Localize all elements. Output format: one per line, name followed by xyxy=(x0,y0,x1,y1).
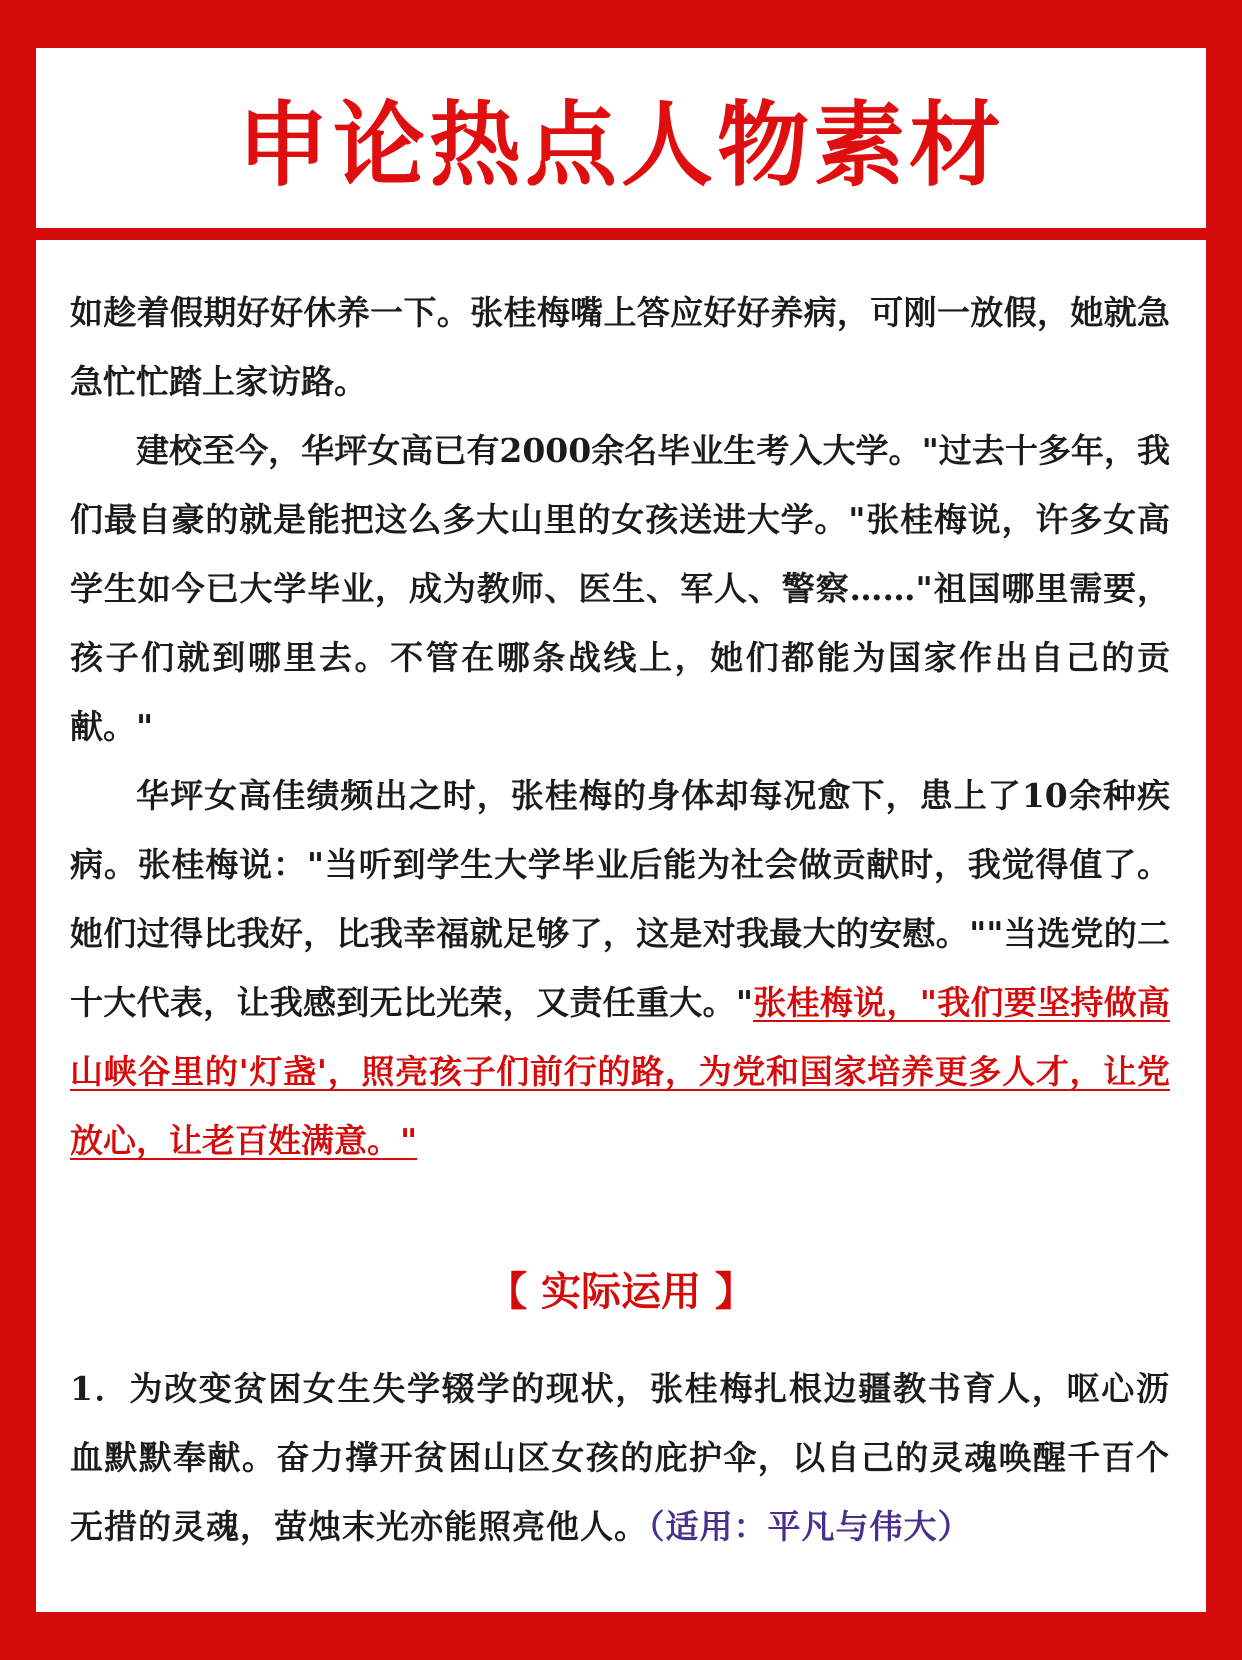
article-card xyxy=(36,48,1206,1612)
paragraph-1: 如趁着假期好好休养一下。张桂梅嘴上答应好好养病，可刚一放假，她就急急忙忙踏上家访路。 xyxy=(70,293,1170,401)
highlighted-quote: 张桂梅说，"我们要坚持做高山峡谷里的'灯盏'，照亮孩子们前行的路，为党和国家培养更多人才，让党放心，让老百姓满意。" xyxy=(70,983,1170,1160)
page-title: 申论热点人物素材 xyxy=(236,92,1005,199)
title-divider xyxy=(36,228,1206,240)
usage-item-1-text: 1．为改变贫困女生失学辍学的现状，张桂梅扎根边疆教书育人，呕心沥血默默奉献。奋力撑开贫困山区女孩的庇护伞，以自己的灵魂唤醒千百个无措的灵魂，萤烛末光亦能照亮他人。 xyxy=(70,1369,1170,1546)
article-body xyxy=(70,278,1170,1175)
usage-item-1-tag: （适用：平凡与伟大） xyxy=(648,1507,972,1546)
usage-item-1 xyxy=(70,1354,1170,1561)
paragraph-3-text: 华坪女高佳绩频出之时，张桂梅的身体却每况愈下，患上了10余种疾病。张桂梅说："当听到学生大学毕业后能为社会做贡献时，我觉得值了。她们过得比我好，比我幸福就足够了，这是对我最大的安慰。""当选党的二十大代表，让我感到无比光荣，又责任重大。" xyxy=(70,776,1170,1022)
usage-list xyxy=(70,1354,1170,1561)
paragraph-2: 建校至今，华坪女高已有2000余名毕业生考入大学。"过去十多年，我们最自豪的就是能把这么多大山里的女孩送进大学。"张桂梅说，许多女高学生如今已大学毕业，成为教师、医生、军人、警察……"祖国哪里需要，孩子们就到哪里去。不管在哪条战线上，她们都能为国家作出自己的贡献。" xyxy=(70,431,1170,746)
paragraph-3 xyxy=(70,761,1170,1175)
title-banner xyxy=(36,48,1206,228)
section-heading-practical-use: 【 实际运用 】 xyxy=(487,1268,755,1315)
